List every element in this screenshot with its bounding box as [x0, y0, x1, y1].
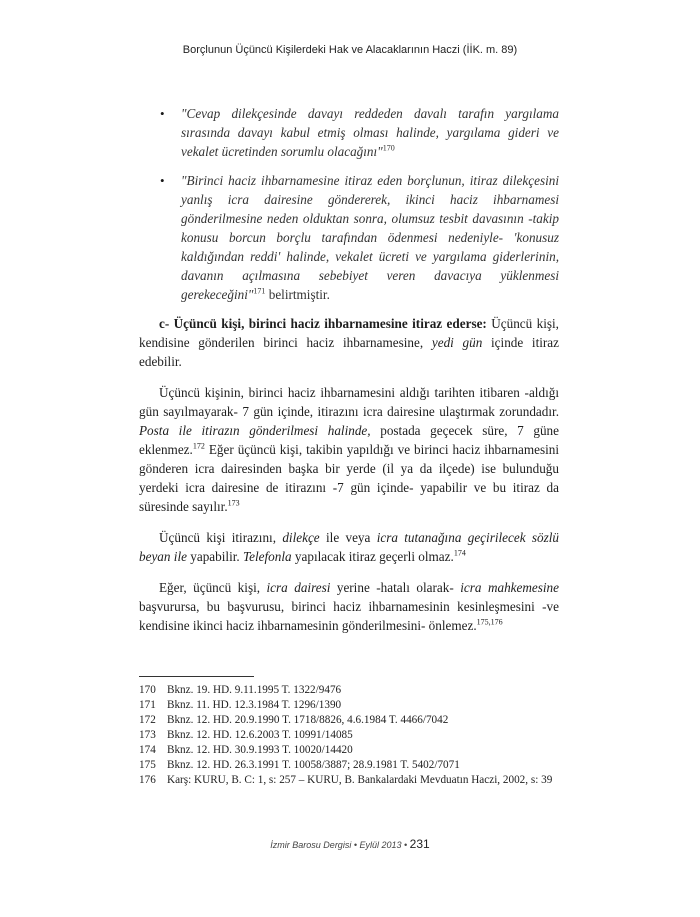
quote-tail: belirtmiştir.	[265, 287, 330, 302]
footnote-text: Bknz. 19. HD. 9.11.1995 T. 1322/9476	[167, 684, 342, 696]
footnote-text: Bknz. 12. HD. 26.3.1991 T. 10058/3887; 28.9.1981 T. 5402/7071	[167, 759, 460, 771]
footnote-ref[interactable]: 174	[453, 548, 466, 558]
text-run: Üçüncü kişinin, birinci haciz ihbarnamesini aldığı tarihten itibaren -aldığı gün sayılmayarak- 7 gün içinde, itirazını icra dairesine ulaştırmak zorundadır.	[139, 385, 559, 419]
footnote-number: 176	[139, 774, 156, 786]
footnote	[139, 713, 561, 728]
paragraph	[139, 383, 559, 516]
footnote	[139, 773, 561, 788]
paragraph	[139, 528, 559, 566]
text-run: içinde itiraz edebilir.	[139, 335, 560, 369]
running-header: Borçlunun Üçüncü Kişilerdeki Hak ve Alacaklarının Haczi (İİK. m. 89)	[182, 44, 518, 56]
footnote-text: Bknz. 12. HD. 20.9.1990 T. 1718/8826, 4.6.1984 T. 4466/7042	[167, 714, 449, 726]
bullet-quote	[181, 171, 559, 304]
journal-name: İzmir Barosu Dergisi • Eylül 2013 •	[270, 840, 408, 850]
text-run: Üçüncü kişi, kendisine gönderilen birinci haciz ihbarnamesine,	[139, 316, 559, 350]
quoted-holdings-list	[139, 104, 559, 304]
text-run: postada geçecek süre, 7 güne eklenmez.	[139, 423, 560, 457]
footnote-text: Bknz. 11. HD. 12.3.1984 T. 1296/1390	[167, 699, 342, 711]
footnote-number: 173	[139, 729, 156, 741]
footnote	[139, 698, 561, 713]
footnote-ref[interactable]: 170	[382, 143, 395, 153]
emphasis: Telefonla	[243, 549, 292, 564]
list-item	[139, 104, 559, 161]
footnote-number: 175	[139, 759, 156, 771]
paragraph	[139, 578, 559, 635]
page-body	[139, 104, 559, 647]
emphasis: icra dairesi	[266, 580, 331, 595]
footnote-ref[interactable]: 171	[253, 286, 266, 296]
quote-text: "Cevap dilekçesinde davayı reddeden davalı tarafın yargılama sırasında davayı kabul etmiş olması halinde, yargılama gideri ve vekalet ücretinden sorumlu olacağını"	[181, 106, 559, 159]
footnote-ref[interactable]: 173	[227, 498, 240, 508]
footnote-text: Karş: KURU, B. C: 1, s: 257 – KURU, B. Bankalardaki Mevduatın Haczi, 2002, s: 39	[167, 774, 553, 786]
text-run: yerine -hatalı olarak-	[330, 580, 461, 595]
footnote-number: 172	[139, 714, 156, 726]
footnotes	[139, 683, 561, 788]
footnote	[139, 743, 561, 758]
bullet-icon: •	[160, 173, 165, 188]
page-number: 231	[409, 837, 430, 851]
text-run: başvurursa, bu başvurusu, birinci haciz ihbarnamesinin kesinleşmesini -ve kendisine ikinci haciz ihbarnamesinin gönderilmesini- önlemez.	[139, 599, 559, 633]
footnote	[139, 683, 561, 698]
footnote	[139, 758, 561, 773]
footnote	[139, 728, 561, 743]
emphasis: yedi gün	[431, 335, 483, 350]
footnote-ref[interactable]: 175,176	[476, 617, 503, 627]
footnote-number: 171	[139, 699, 156, 711]
bullet-quote	[181, 104, 559, 161]
footnote-number: 170	[139, 684, 156, 696]
paragraph	[139, 314, 559, 371]
footnote-text: Bknz. 12. HD. 12.6.2003 T. 10991/14085	[167, 729, 353, 741]
text-run: Eğer, üçüncü kişi,	[159, 580, 267, 595]
running-footer	[0, 837, 700, 851]
text-run: Eğer üçüncü kişi, takibin yapıldığı ve birinci haciz ihbarnamesini gönderen icra dairesinden başka bir yerde (il ya da ilçede) ise bulunduğu yerdeki icra dairesine de itirazını -7 gün içinde- yapabilir ve bu itiraz da süresinde sayılır.	[139, 442, 559, 514]
emphasis: icra tutanağına geçirilecek sözlü beyan ile	[139, 530, 559, 564]
emphasis: icra mahkemesine	[460, 580, 559, 595]
footnote-divider	[139, 676, 254, 677]
footnote-ref[interactable]: 172	[192, 441, 205, 451]
list-item	[139, 171, 559, 304]
bullet-icon: •	[160, 106, 165, 121]
text-run: Üçüncü kişi itirazını,	[159, 530, 283, 545]
quote-text: "Birinci haciz ihbarnamesine itiraz eden borçlunun, itiraz dilekçesini yanlış icra dairesine göndererek, ikinci haciz ihbarnamesi gönderilmesine neden olduktan sonra, olumsuz tesbit davasının -takip konusu borcun borçlu tarafından ödenmesi nedeniyle- 'konusuz kaldığından reddi' halinde, vekalet ücreti ve yargılama giderlerinin, davanın açılmasına sebebiyet veren davacıya yüklenmesi gerekeceğini"	[181, 173, 559, 302]
footnote-text: Bknz. 12. HD. 30.9.1993 T. 10020/14420	[167, 744, 353, 756]
emphasis: Posta ile itirazın gönderilmesi halinde,	[139, 423, 371, 438]
text-run: ile veya	[319, 530, 377, 545]
footnote-number: 174	[139, 744, 156, 756]
emphasis: dilekçe	[282, 530, 320, 545]
text-run: yapabilir.	[186, 549, 244, 564]
text-run: yapılacak itiraz geçerli olmaz.	[291, 549, 454, 564]
section-heading: c- Üçüncü kişi, birinci haciz ihbarnamesine itiraz ederse:	[159, 316, 487, 331]
